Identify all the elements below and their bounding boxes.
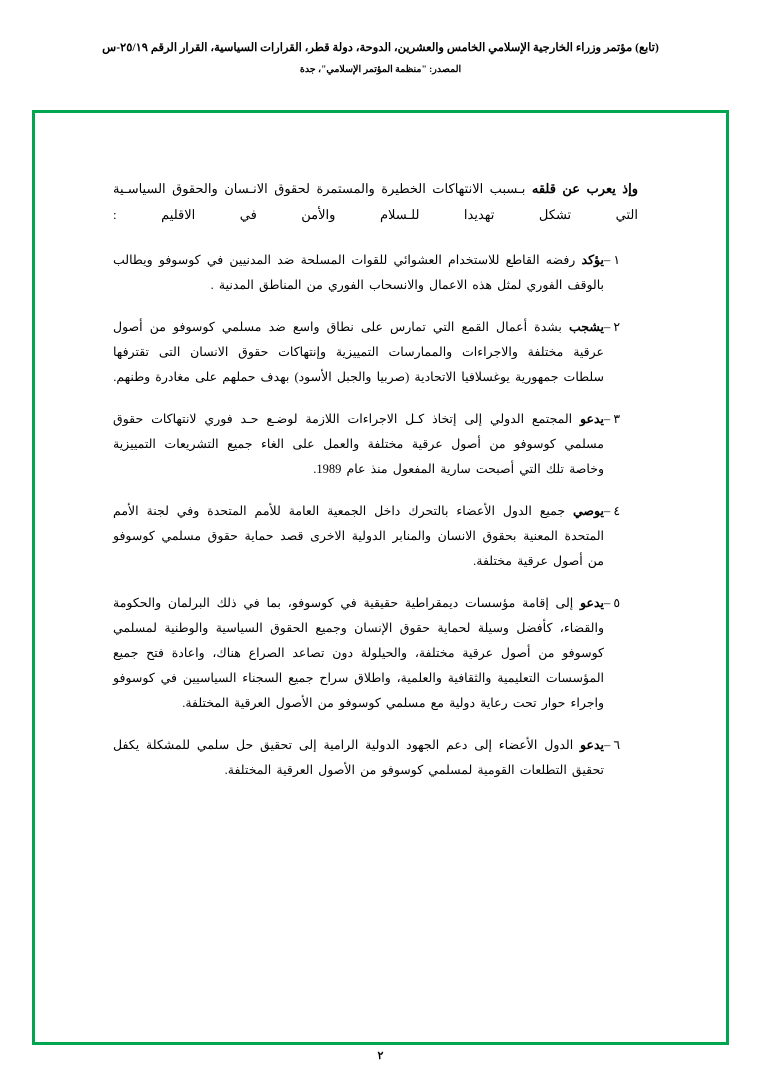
- clause-number: ٢ –: [604, 320, 621, 334]
- clause-number: ٥ –: [604, 596, 621, 610]
- intro-lead-phrase: وإذ يعرب عن قلقه: [531, 181, 638, 196]
- clause-body: [113, 591, 604, 716]
- clause-text-rest: الدول الأعضاء إلى دعم الجهود الدولية الرامية إلى تحقيق حل سلمي للمشكلة يكفل تحقيق التطلعات القومية لمسلمي كوسوفو من الأصول العرقية المختلفة.: [113, 738, 604, 777]
- clause-body: [113, 248, 604, 298]
- clause-number: ٦ –: [604, 738, 621, 752]
- clause-lead-verb: يوصي: [573, 504, 604, 518]
- clause-item: [113, 733, 638, 783]
- clause-text-rest: المجتمع الدولي إلى إتخاذ كـل الاجراءات اللازمة لوضـع حـد فوري لانتهاكات حقوق مسلمي كوسوفو من أصول عرقية مختلفة والعمل على الغاء جميع التشريعات التمييزية وخاصة تلك التي أصبحت سارية المفعول منذ عام 1989.: [113, 412, 604, 476]
- clause-text-rest: جميع الدول الأعضاء بالتحرك داخل الجمعية العامة للأمم المتحدة وفي لجنة الأمم المتحدة المعنية بحقوق الانسان والمنابر الدولية الاخرى قصد حماية حقوق مسلمي كوسوفو من أصول عرقية مختلفة.: [113, 504, 604, 568]
- clause-body: [113, 315, 604, 390]
- clause-text-rest: رفضه القاطع للاستخدام العشوائي للقوات المسلحة ضد المدنيين في كوسوفو ويطالب بالوقف الفوري لمثل هذه الاعمال والانسحاب الفوري من المناطق المدنية .: [113, 253, 604, 292]
- clause-number: ٣ –: [604, 412, 621, 426]
- clause-body: [113, 499, 604, 574]
- header-source-line: المصدر: "منظمة المؤتمر الإسلامي"، جدة: [299, 65, 462, 76]
- intro-paragraph: [113, 176, 638, 228]
- document-header: [0, 0, 761, 78]
- intro-rest-text: بـسبب الانتهاكات الخطيرة والمستمرة لحقوق الانـسان والحقوق السياسـية التي تشكل تهديدا للـسلام والأمن في الاقليم :: [113, 181, 638, 222]
- clause-text-rest: بشدة أعمال القمع التي تمارس على نطاق واسع ضد مسلمي كوسوفو من أصول عرقية مختلفة والاجراءات والممارسات التمييزية وإنتهاكات حقوق الانسان التى تقترفها سلطات جمهورية يوغسلافيا الاتحادية (صربيا والجبل الأسود) بهدف حملهم على مغادرة وطنهم.: [113, 320, 604, 384]
- page-footer: [0, 1049, 761, 1062]
- clause-body: [113, 407, 604, 482]
- clause-body: [113, 733, 604, 783]
- green-border-frame: [32, 110, 729, 1045]
- clause-lead-verb: يدعو: [580, 412, 604, 426]
- clause-lead-verb: يؤكد: [581, 253, 604, 267]
- header-title-line: (تابع) مؤتمر وزراء الخارجية الإسلامي الخامس والعشرين، الدوحة، دولة قطر، القرارات السياسية، القرار الرقم ٢٥/١٩-س: [102, 42, 659, 54]
- clause-number: ٤ –: [604, 504, 621, 518]
- clause-item: [113, 248, 638, 298]
- clause-lead-verb: يشجب: [569, 320, 604, 334]
- clause-number: ١ –: [604, 253, 621, 267]
- clause-lead-verb: يدعو: [580, 596, 604, 610]
- clause-item: [113, 591, 638, 716]
- clause-item: [113, 499, 638, 574]
- clause-item: [113, 407, 638, 482]
- document-body: [35, 113, 726, 783]
- clause-item: [113, 315, 638, 390]
- clause-text-rest: إلى إقامة مؤسسات ديمقراطية حقيقية في كوسوفو، بما في ذلك البرلمان والحكومة والقضاء، كأفضل وسيلة لحماية حقوق الإنسان وجميع الحقوق السياسية والوطنية لمسلمي كوسوفو من أصول عرقية مختلفة، والحيلولة دون تصاعد الصراع هناك، واعادة فتح جميع المؤسسات التعليمية والثقافية والعلمية، واطلاق سراح جميع السجناء السياسيين في كوسوفو واجراء حوار تحت رعاية دولية مع مسلمي كوسوفو من الأصول العرقية المختلفة.: [113, 596, 604, 710]
- page-number: ٢: [377, 1050, 384, 1062]
- clause-lead-verb: يدعو: [580, 738, 604, 752]
